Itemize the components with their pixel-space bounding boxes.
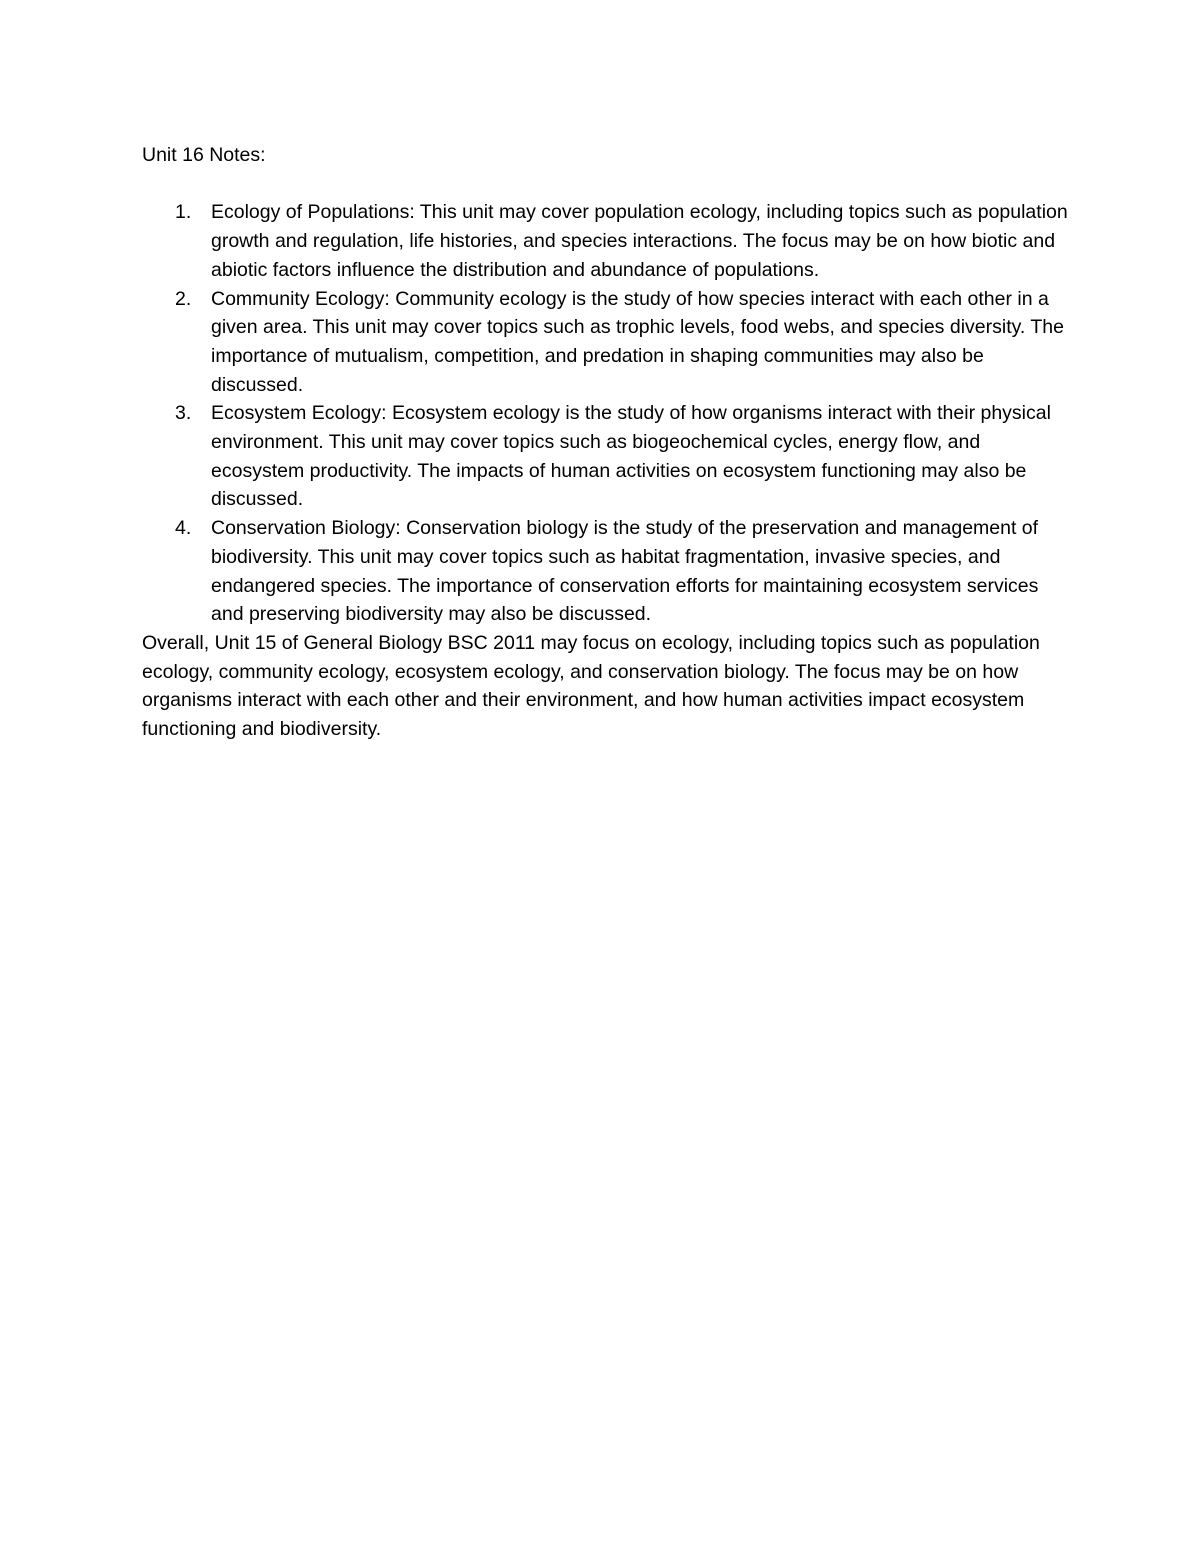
list-item-number: 1. — [175, 201, 192, 224]
list-item — [142, 285, 1072, 400]
notes-list — [142, 198, 1072, 629]
list-item-text: Ecology of Populations: This unit may cover population ecology, including topics such as population growth and regulation, life histories, and species interactions. The focus may be on how biotic and abiotic factors influence the distribution and abundance of populations. — [211, 201, 1068, 281]
list-item-number: 3. — [175, 402, 192, 425]
document-body — [142, 141, 1072, 744]
list-item-text: Community Ecology: Community ecology is the study of how species interact with each other in a given area. This unit may cover topics such as trophic levels, food webs, and species diversity. The importance of mutualism, competition, and predation in shaping communities may also be discussed. — [211, 287, 1065, 396]
list-item — [142, 399, 1072, 514]
list-item-text: Conservation Biology: Conservation biology is the study of the preservation and management of biodiversity. This unit may cover topics such as habitat fragmentation, invasive species, and endangered species. The importance of conservation efforts for maintaining ecosystem services and preserving biodiversity may also be discussed. — [211, 517, 1039, 626]
list-item-number: 4. — [175, 517, 192, 540]
list-item-text: Ecosystem Ecology: Ecosystem ecology is the study of how organisms interact with their physical environment. This unit may cover topics such as biogeochemical cycles, energy flow, and ecosystem productivity. The impacts of human activities on ecosystem functioning may also be discussed. — [211, 402, 1051, 511]
summary-paragraph: Overall, Unit 15 of General Biology BSC 2011 may focus on ecology, including topics such as population ecology, community ecology, ecosystem ecology, and conservation biology. The focus may be on how organisms interact with each other and their environment, and how human activities impact ecosystem functioning and biodiversity. — [142, 631, 1040, 741]
list-item-number: 2. — [175, 287, 192, 310]
list-item — [142, 198, 1072, 284]
list-item — [142, 514, 1072, 629]
document-title: Unit 16 Notes: — [142, 144, 266, 166]
